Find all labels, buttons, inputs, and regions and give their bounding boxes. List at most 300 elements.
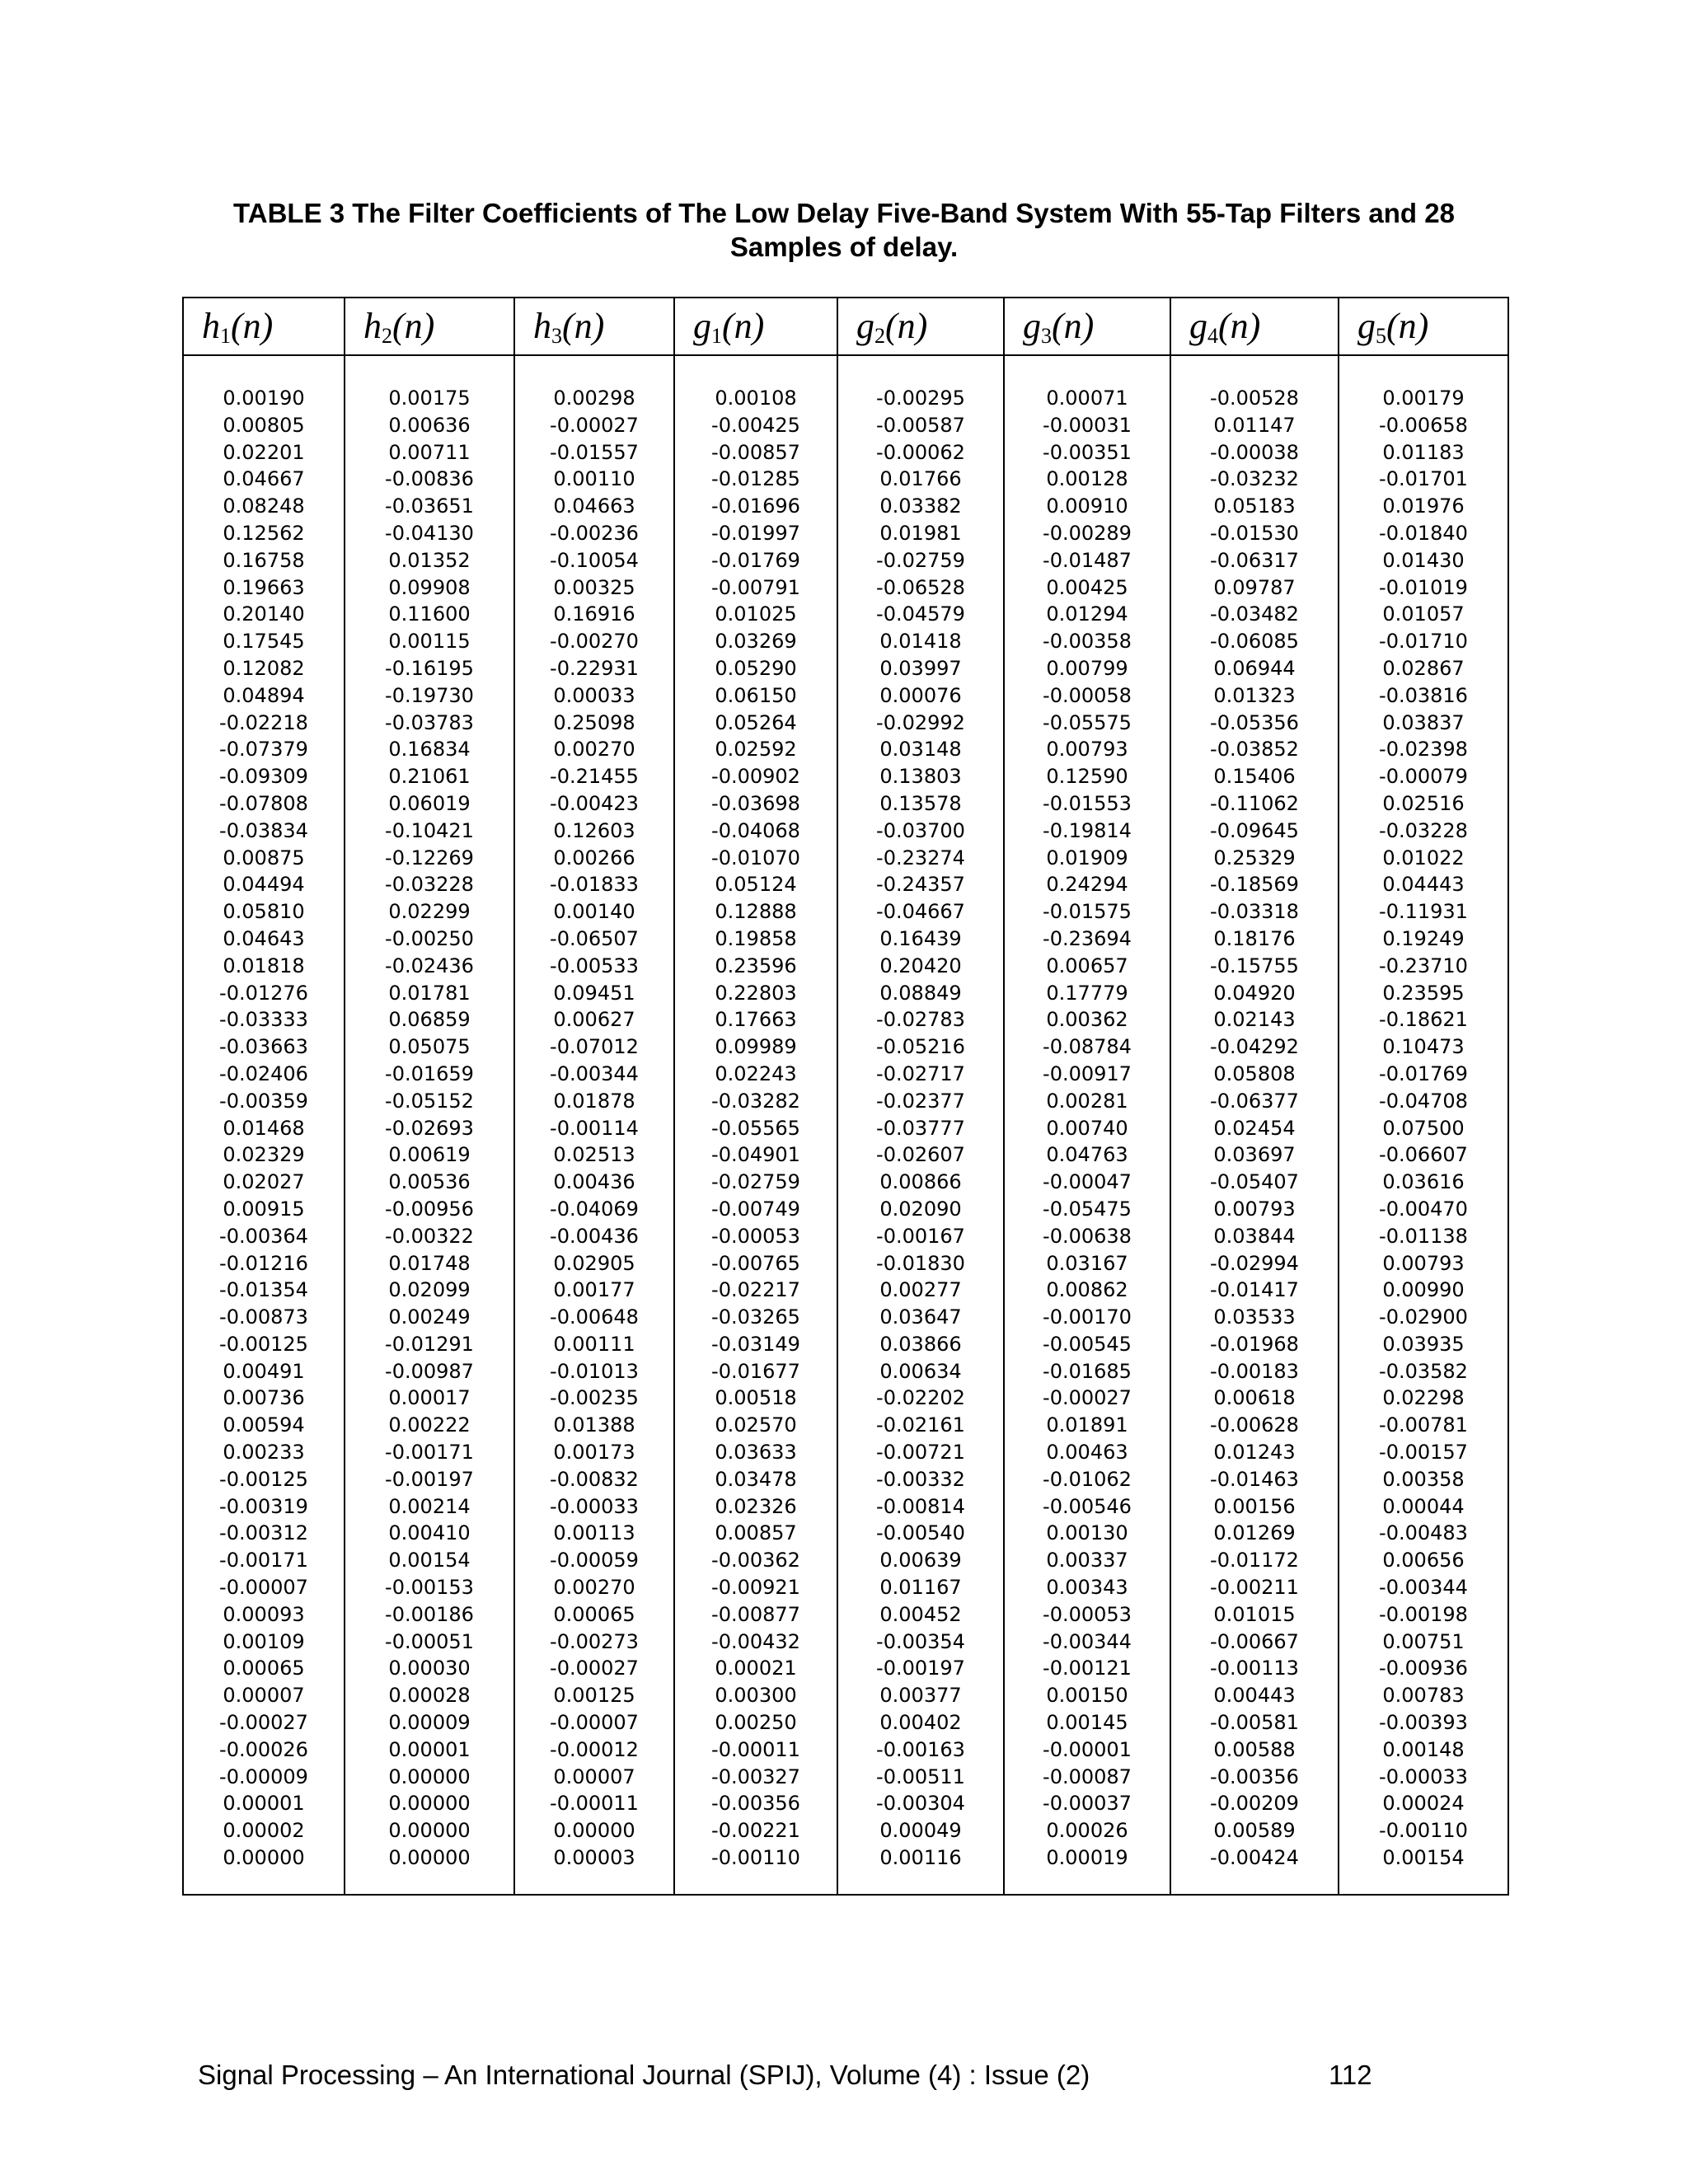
coefficient-cell: 0.04663 [553,494,635,518]
coefficient-cell: 0.00783 [1382,1684,1465,1708]
coefficient-cell: -0.02992 [876,710,965,734]
coefficient-cell: 0.00452 [879,1602,962,1626]
coefficient-cell: -0.10054 [550,548,639,572]
coefficient-cell: -0.01710 [1379,630,1468,654]
coefficient-cell: 0.08248 [223,494,305,518]
coefficient-cell: -0.00533 [550,954,639,977]
coefficient-cell: 0.07500 [1382,1116,1465,1140]
coefficient-cell: 0.01388 [553,1413,635,1437]
column-values [838,385,1003,1872]
coefficient-cell: -0.00011 [711,1737,800,1761]
coefficient-cell: 0.00177 [553,1278,635,1302]
coefficient-cell: 0.02298 [1382,1386,1465,1410]
coefficient-cell: 0.00140 [553,900,635,924]
coefficient-cell: -0.03783 [385,710,474,734]
coefficient-cell: -0.00062 [876,440,965,464]
coefficient-cell: 0.00866 [879,1170,962,1194]
coefficient-cell: -0.01291 [385,1332,474,1356]
coefficient-cell: 0.20140 [223,602,305,626]
coefficient-cell: -0.00648 [550,1305,639,1329]
coefficient-cell: -0.02693 [385,1116,474,1140]
coefficient-cell: 0.01976 [1382,494,1465,518]
coefficient-cell: 0.22803 [715,981,797,1005]
coefficient-cell: -0.00765 [711,1251,800,1275]
coefficient-cell: 0.06019 [388,791,471,815]
coefficient-cell: 0.23596 [715,954,797,977]
coefficient-cell: -0.01769 [711,548,800,572]
coefficient-cell: -0.00781 [1379,1413,1468,1437]
coefficient-cell: 0.12590 [1046,765,1128,789]
coefficient-cell: 0.04643 [223,926,305,950]
coefficient-cell: -0.00540 [876,1521,965,1545]
coefficient-cell: -0.01013 [550,1359,639,1383]
coefficient-cell: -0.09645 [1210,818,1299,842]
coefficient-cell: -0.01677 [711,1359,800,1383]
coefficient-cell: -0.02717 [876,1062,965,1085]
coefficient-cell: 0.02592 [715,738,797,762]
coefficient-cell: -0.00053 [711,1224,800,1248]
coefficient-cell: -0.01019 [1379,575,1468,599]
coefficient-cell: -0.01997 [711,521,800,545]
column-header-argument: (n) [392,306,435,346]
coefficient-cell: 0.19249 [1382,926,1465,950]
coefficient-cell: -0.00791 [711,575,800,599]
column-values [1171,385,1338,1872]
coefficient-cell: 0.16834 [388,738,471,762]
coefficient-cell: 0.00250 [715,1711,797,1735]
coefficient-cell: 0.12888 [715,900,797,924]
coefficient-cell: 0.00222 [388,1413,471,1437]
coefficient-cell: -0.00638 [1043,1224,1132,1248]
coefficient-cell: -0.00197 [876,1657,965,1680]
coefficient-cell: 0.00362 [1046,1008,1128,1032]
coefficient-cell: -0.03318 [1210,900,1299,924]
column-header-argument: (n) [1052,306,1095,346]
column-header-function: h [363,306,382,346]
coefficient-cell: -0.04068 [711,818,800,842]
coefficient-cell: 0.00588 [1213,1737,1296,1761]
coefficient-cell: 0.00281 [1046,1089,1128,1113]
coefficient-cell: 0.00298 [553,387,635,410]
coefficient-cell: 0.00000 [388,1819,471,1843]
coefficient-cell: 0.20420 [879,954,962,977]
coefficient-cell: 0.09989 [715,1035,797,1059]
coefficient-cell: -0.00007 [219,1576,308,1600]
table-caption-line-1: TABLE 3 The Filter Coefficients of The Low Delay Five-Band System With 55-Tap Filters and 28 [233,198,1455,228]
coefficient-cell: 0.00915 [223,1197,305,1221]
coefficient-cell: -0.00009 [219,1765,308,1788]
coefficient-cell: -0.00393 [1379,1711,1468,1735]
coefficient-cell: -0.01840 [1379,521,1468,545]
coefficient-cell: -0.23710 [1379,954,1468,977]
coefficient-cell: -0.00047 [1043,1170,1132,1194]
coefficient-cell: 0.00656 [1382,1549,1465,1572]
coefficient-cell: -0.00836 [385,467,474,491]
coefficient-cell: 0.02905 [553,1251,635,1275]
coefficient-cell: -0.05575 [1043,710,1132,734]
coefficient-cell: 0.02201 [223,440,305,464]
coefficient-cell: 0.01015 [1213,1602,1296,1626]
coefficient-cell: -0.00211 [1210,1576,1299,1600]
coefficient-cell: -0.00163 [876,1737,965,1761]
coefficient-cell: -0.03777 [876,1116,965,1140]
coefficient-cell: 0.02090 [879,1197,962,1221]
column-header-function: g [693,306,711,346]
coefficient-cell: -0.00545 [1043,1332,1132,1356]
coefficient-cell: 0.02099 [388,1278,471,1302]
coefficient-cell: -0.03834 [219,818,308,842]
coefficient-cell: -0.00312 [219,1521,308,1545]
coefficient-cell: 0.03382 [879,494,962,518]
coefficient-cell: -0.03816 [1379,683,1468,707]
coefficient-cell: -0.04708 [1379,1089,1468,1113]
coefficient-cell: -0.04901 [711,1143,800,1167]
coefficient-cell: 0.05124 [715,873,797,897]
coefficient-cell: -0.01830 [876,1251,965,1275]
column-header [1339,298,1507,356]
column-header-subscript: 2 [382,324,392,348]
coefficient-cell: 0.00589 [1213,1819,1296,1843]
coefficient-cell: 0.00000 [388,1792,471,1816]
coefficient-cell: -0.00110 [1379,1819,1468,1843]
coefficient-cell: 0.01147 [1213,413,1296,437]
coefficient-cell: -0.03228 [1379,818,1468,842]
coefficient-cell: 0.03647 [879,1305,962,1329]
coefficient-cell: 0.13803 [879,765,962,789]
coefficient-cell: 0.00000 [388,1765,471,1788]
coefficient-cell: 0.01269 [1213,1521,1296,1545]
coefficient-cell: -0.06507 [550,926,639,950]
coefficient-cell: 0.01981 [879,521,962,545]
column-header [515,298,673,356]
coefficient-cell: 0.00148 [1382,1737,1465,1761]
coefficient-cell: 0.00111 [553,1332,635,1356]
coefficient-cell: -0.00012 [550,1737,639,1761]
coefficient-cell: -0.06377 [1210,1089,1299,1113]
coefficient-cell: 0.00033 [553,683,635,707]
coefficient-cell: 0.00076 [879,683,962,707]
coefficient-cell: 0.00109 [223,1629,305,1653]
coefficient-cell: -0.05407 [1210,1170,1299,1194]
coefficient-cell: 0.04894 [223,683,305,707]
coefficient-cell: -0.00358 [1043,630,1132,654]
coefficient-cell: -0.01659 [385,1062,474,1085]
coefficient-cell: 0.05183 [1213,494,1296,518]
coefficient-cell: -0.01463 [1210,1467,1299,1491]
coefficient-cell: -0.00167 [876,1224,965,1248]
column-header-function: h [533,306,551,346]
coefficient-cell: -0.00026 [219,1737,308,1761]
coefficient-cell: -0.01575 [1043,900,1132,924]
coefficient-cell: -0.00902 [711,765,800,789]
coefficient-cell: -0.00038 [1210,440,1299,464]
coefficient-cell: 0.00154 [1382,1846,1465,1870]
coefficient-cell: -0.19814 [1043,818,1132,842]
coefficient-cell: 0.02513 [553,1143,635,1167]
coefficient-cell: 0.04920 [1213,981,1296,1005]
coefficient-cell: -0.00183 [1210,1359,1299,1383]
coefficient-cell: 0.12082 [223,656,305,680]
coefficient-cell: 0.00001 [388,1737,471,1761]
coefficient-cell: 0.09451 [553,981,635,1005]
coefficient-cell: 0.03148 [879,738,962,762]
coefficient-cell: -0.06317 [1210,548,1299,572]
coefficient-cell: 0.09787 [1213,575,1296,599]
coefficient-cell: 0.03935 [1382,1332,1465,1356]
coefficient-cell: -0.05475 [1043,1197,1132,1221]
coefficient-cell: 0.00402 [879,1711,962,1735]
coefficient-cell: 0.01167 [879,1576,962,1600]
coefficient-cell: 0.00875 [223,846,305,869]
coefficient-cell: -0.00058 [1043,683,1132,707]
coefficient-cell: -0.00011 [550,1792,639,1816]
column-values [1005,385,1170,1872]
coefficient-cell: -0.07379 [219,738,308,762]
coefficient-cell: 0.00627 [553,1008,635,1032]
coefficient-cell: -0.00033 [550,1494,639,1518]
coefficient-cell: 0.01243 [1213,1441,1296,1465]
column-values [675,385,837,1872]
coefficient-cell: -0.03333 [219,1008,308,1032]
coefficient-cell: -0.00033 [1379,1765,1468,1788]
coefficient-cell: 0.02454 [1213,1116,1296,1140]
column-header-subscript: 1 [220,324,231,348]
table-caption-line-2: Samples of delay. [729,232,959,262]
coefficient-cell: -0.02161 [876,1413,965,1437]
coefficient-cell: -0.00053 [1043,1602,1132,1626]
coefficient-cell: -0.00125 [219,1332,308,1356]
coefficient-cell: -0.09309 [219,765,308,789]
coefficient-cell: -0.03149 [711,1332,800,1356]
coefficient-cell: -0.00425 [711,413,800,437]
coefficient-cell: 0.25329 [1213,846,1296,869]
coefficient-cell: -0.18621 [1379,1008,1468,1032]
coefficient-cell: 0.01878 [553,1089,635,1113]
coefficient-cell: -0.06607 [1379,1143,1468,1167]
coefficient-column [184,298,345,1894]
coefficient-cell: -0.00362 [711,1549,800,1572]
coefficient-cell: 0.01891 [1046,1413,1128,1437]
coefficient-cell: -0.00289 [1043,521,1132,545]
coefficient-cell: -0.00658 [1379,413,1468,437]
coefficient-cell: -0.00721 [876,1441,965,1465]
coefficient-cell: -0.02406 [219,1062,308,1085]
coefficient-cell: -0.05565 [711,1116,800,1140]
coefficient-cell: 0.00071 [1046,387,1128,410]
coefficient-cell: 0.00266 [553,846,635,869]
column-header-subscript: 2 [874,324,885,348]
coefficient-cell: -0.00087 [1043,1765,1132,1788]
coefficient-cell: -0.00470 [1379,1197,1468,1221]
coefficient-cell: 0.04443 [1382,873,1465,897]
coefficient-cell: 0.02326 [715,1494,797,1518]
coefficient-cell: 0.00179 [1382,387,1465,410]
coefficient-cell: -0.19730 [385,683,474,707]
coefficient-cell: 0.00636 [388,413,471,437]
coefficient-cell: 0.00150 [1046,1684,1128,1708]
coefficient-cell: 0.00007 [553,1765,635,1788]
coefficient-column [838,298,1005,1894]
coefficient-cell: 0.03866 [879,1332,962,1356]
coefficient-cell: 0.00443 [1213,1684,1296,1708]
filter-coefficients-table [182,297,1509,1896]
column-header-function: g [1357,306,1376,346]
coefficient-cell: 0.00862 [1046,1278,1128,1302]
coefficient-cell: -0.07012 [550,1035,639,1059]
coefficient-cell: -0.00027 [550,1657,639,1680]
column-header-subscript: 3 [551,324,562,348]
coefficient-cell: 0.00044 [1382,1494,1465,1518]
coefficient-cell: -0.00079 [1379,765,1468,789]
coefficient-cell: -0.00027 [1043,1386,1132,1410]
coefficient-cell: -0.02217 [711,1278,800,1302]
coefficient-cell: 0.00021 [715,1657,797,1680]
coefficient-cell: 0.00594 [223,1413,305,1437]
coefficient-cell: -0.00037 [1043,1792,1132,1816]
coefficient-cell: 0.00017 [388,1386,471,1410]
coefficient-cell: 0.00125 [553,1684,635,1708]
coefficient-cell: 0.03844 [1213,1224,1296,1248]
coefficient-cell: 0.11600 [388,602,471,626]
coefficient-cell: 0.00128 [1046,467,1128,491]
coefficient-cell: 0.00024 [1382,1792,1465,1816]
coefficient-cell: 0.03837 [1382,710,1465,734]
coefficient-cell: 0.04494 [223,873,305,897]
coefficient-cell: -0.00153 [385,1576,474,1600]
coefficient-cell: -0.02398 [1379,738,1468,762]
coefficient-cell: -0.02759 [711,1170,800,1194]
coefficient-cell: 0.00358 [1382,1467,1465,1491]
coefficient-cell: 0.00793 [1213,1197,1296,1221]
coefficient-cell: 0.00736 [223,1386,305,1410]
coefficient-column [515,298,675,1894]
coefficient-cell: -0.00587 [876,413,965,437]
coefficient-cell: -0.00424 [1210,1846,1299,1870]
coefficient-cell: 0.00009 [388,1711,471,1735]
coefficient-cell: -0.00236 [550,521,639,545]
column-header [675,298,837,356]
column-values [345,385,513,1872]
coefficient-cell: 0.16439 [879,926,962,950]
coefficient-cell: -0.00121 [1043,1657,1132,1680]
coefficient-cell: -0.00936 [1379,1657,1468,1680]
coefficient-cell: 0.00277 [879,1278,962,1302]
column-header-subscript: 5 [1376,324,1386,348]
coefficient-cell: -0.22931 [550,656,639,680]
coefficient-cell: 0.00270 [553,1576,635,1600]
coefficient-cell: -0.00423 [550,791,639,815]
coefficient-cell: -0.00031 [1043,413,1132,437]
coefficient-cell: -0.00198 [1379,1602,1468,1626]
coefficient-cell: 0.00000 [553,1819,635,1843]
coefficient-cell: -0.00857 [711,440,800,464]
coefficient-cell: -0.00356 [1210,1765,1299,1788]
coefficient-cell: -0.03482 [1210,602,1299,626]
coefficient-cell: -0.04069 [550,1197,639,1221]
coefficient-cell: 0.02516 [1382,791,1465,815]
coefficient-cell: -0.11062 [1210,791,1299,815]
coefficient-cell: -0.00436 [550,1224,639,1248]
coefficient-cell: 0.12603 [553,818,635,842]
column-header-argument: (n) [1218,306,1261,346]
coefficient-cell: 0.01430 [1382,548,1465,572]
column-header-function: g [856,306,874,346]
column-header-argument: (n) [562,306,605,346]
coefficient-cell: 0.02027 [223,1170,305,1194]
coefficient-cell: -0.00110 [711,1846,800,1870]
coefficient-cell: -0.04579 [876,602,965,626]
coefficient-cell: -0.00354 [876,1629,965,1653]
coefficient-cell: 0.00425 [1046,575,1128,599]
coefficient-cell: -0.02607 [876,1143,965,1167]
coefficient-cell: 0.23595 [1382,981,1465,1005]
coefficient-cell: -0.01417 [1210,1278,1299,1302]
coefficient-cell: -0.23274 [876,846,965,869]
coefficient-cell: 0.02243 [715,1062,797,1085]
coefficient-cell: -0.00528 [1210,387,1299,410]
coefficient-cell: -0.00987 [385,1359,474,1383]
coefficient-cell: 0.00233 [223,1441,305,1465]
coefficient-cell: 0.02867 [1382,656,1465,680]
coefficient-cell: -0.08784 [1043,1035,1132,1059]
coefficient-cell: -0.02436 [385,954,474,977]
coefficient-cell: 0.00711 [388,440,471,464]
coefficient-cell: 0.08849 [879,981,962,1005]
coefficient-cell: -0.00209 [1210,1792,1299,1816]
coefficient-cell: -0.00322 [385,1224,474,1248]
coefficient-cell: -0.02994 [1210,1251,1299,1275]
coefficient-cell: -0.00235 [550,1386,639,1410]
coefficient-cell: 0.00491 [223,1359,305,1383]
coefficient-cell: 0.21061 [388,765,471,789]
coefficient-cell: 0.03633 [715,1441,797,1465]
coefficient-cell: 0.03997 [879,656,962,680]
column-header-subscript: 3 [1041,324,1052,348]
coefficient-cell: -0.10421 [385,818,474,842]
coefficient-cell: 0.05075 [388,1035,471,1059]
coefficient-cell: 0.00002 [223,1819,305,1843]
column-header-subscript: 4 [1207,324,1218,348]
page-number: 112 [1329,2060,1372,2090]
coefficient-cell: -0.12269 [385,846,474,869]
coefficient-cell: 0.00000 [388,1846,471,1870]
coefficient-cell: -0.01062 [1043,1467,1132,1491]
coefficient-cell: 0.00026 [1046,1819,1128,1843]
coefficient-cell: -0.00171 [385,1441,474,1465]
coefficient-column [1005,298,1171,1894]
coefficient-cell: -0.01487 [1043,548,1132,572]
coefficient-cell: -0.21455 [550,765,639,789]
coefficient-cell: 0.00337 [1046,1549,1128,1572]
column-header [184,298,344,356]
coefficient-cell: -0.00007 [550,1711,639,1735]
coefficient-cell: -0.01138 [1379,1224,1468,1248]
coefficient-cell: 0.05264 [715,710,797,734]
coefficient-cell: -0.05356 [1210,710,1299,734]
coefficient-cell: 0.13578 [879,791,962,815]
coefficient-cell: -0.02202 [876,1386,965,1410]
coefficient-cell: 0.01909 [1046,846,1128,869]
coefficient-cell: -0.00917 [1043,1062,1132,1085]
coefficient-cell: -0.00956 [385,1197,474,1221]
coefficient-cell: 0.10473 [1382,1035,1465,1059]
coefficient-cell: 0.03616 [1382,1170,1465,1194]
column-header-function: h [202,306,220,346]
coefficient-cell: 0.00799 [1046,656,1128,680]
coefficient-cell: -0.03228 [385,873,474,897]
coefficient-cell: 0.00325 [553,575,635,599]
coefficient-column [675,298,838,1894]
